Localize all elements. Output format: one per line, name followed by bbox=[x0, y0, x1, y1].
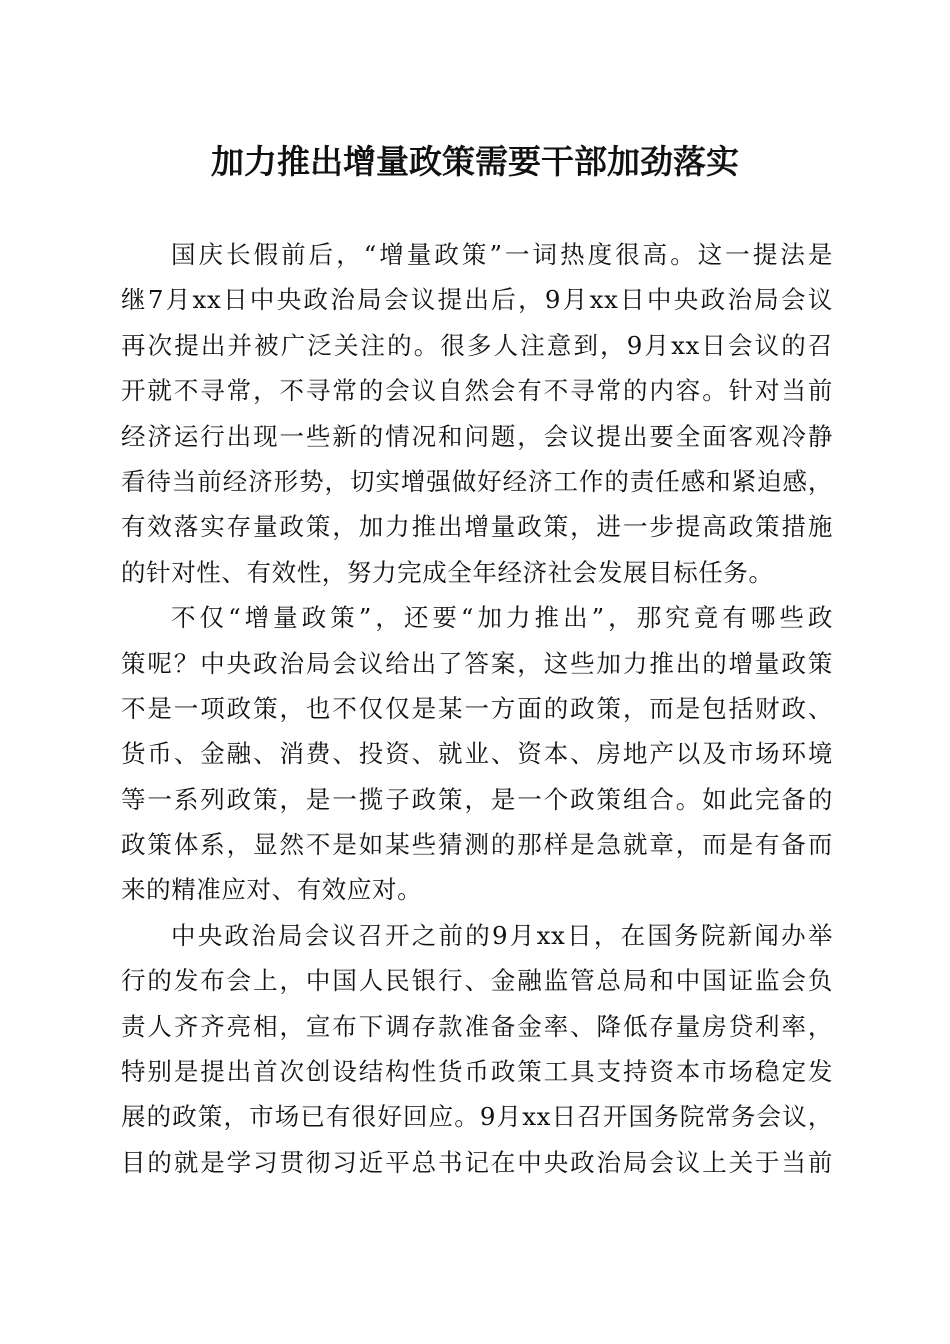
paragraph-2-line-3: 不是一项政策，也不仅仅是某一方面的政策，而是包括财政、 bbox=[121, 693, 833, 723]
paragraph-2-line-4: 货币、金融、消费、投资、就业、资本、房地产以及市场环境 bbox=[121, 739, 833, 769]
paragraph-3-line-3: 责人齐齐亮相，宣布下调存款准备金率、降低存量房贷利率， bbox=[121, 1011, 833, 1041]
paragraph-1-line-4: 开就不寻常，不寻常的会议自然会有不寻常的内容。针对当前 bbox=[121, 376, 833, 406]
paragraph-1-line-7: 有效落实存量政策，加力推出增量政策，进一步提高政策措施 bbox=[121, 512, 833, 542]
paragraph-1-line-1: 国庆长假前后，“增量政策”一词热度很高。这一提法是 bbox=[171, 240, 833, 269]
paragraph-2-line-7: 来的精准应对、有效应对。 bbox=[121, 875, 423, 905]
paragraph-3-line-6: 目的就是学习贯彻习近平总书记在中央政治局会议上关于当前 bbox=[121, 1147, 833, 1177]
paragraph-1-line-8: 的针对性、有效性，努力完成全年经济社会发展目标任务。 bbox=[121, 557, 774, 587]
paragraph-3-line-5: 展的政策，市场已有很好回应。9月xx日召开国务院常务会议， bbox=[121, 1102, 833, 1132]
paragraph-3-line-4: 特别是提出首次创设结构性货币政策工具支持资本市场稳定发 bbox=[121, 1057, 833, 1087]
paragraph-1-line-5: 经济运行出现一些新的情况和问题，会议提出要全面客观冷静 bbox=[121, 421, 833, 451]
paragraph-1-line-2: 继7月xx日中央政治局会议提出后，9月xx日中央政治局会议 bbox=[121, 285, 833, 315]
paragraph-1-line-3: 再次提出并被广泛关注的。很多人注意到，9月xx日会议的召 bbox=[121, 330, 833, 360]
document-body bbox=[121, 232, 833, 1185]
paragraph-2-line-5: 等一系列政策，是一揽子政策，是一个政策组合。如此完备的 bbox=[121, 784, 833, 814]
paragraph-2-line-1: 不仅“增量政策”，还要“加力推出”，那究竟有哪些政 bbox=[171, 603, 833, 633]
document-title: 加力推出增量政策需要干部加劲落实 bbox=[211, 142, 739, 181]
paragraph-1-line-6: 看待当前经济形势，切实增强做好经济工作的责任感和紧迫感， bbox=[121, 466, 833, 496]
paragraph-3-line-1: 中央政治局会议召开之前的9月xx日，在国务院新闻办举 bbox=[171, 920, 833, 950]
paragraph-2-line-6: 政策体系，显然不是如某些猜测的那样是急就章，而是有备而 bbox=[121, 830, 833, 860]
paragraph-2-line-2: 策呢？中央政治局会议给出了答案，这些加力推出的增量政策 bbox=[121, 648, 833, 678]
paragraph-3-line-2: 行的发布会上，中国人民银行、金融监管总局和中国证监会负 bbox=[121, 966, 833, 996]
